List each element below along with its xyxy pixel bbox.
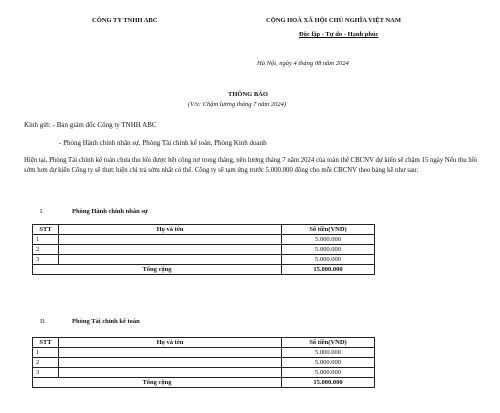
cell-amount: 5.000.000 bbox=[282, 245, 375, 255]
cell-stt: 3 bbox=[33, 255, 59, 265]
table-total-row bbox=[33, 265, 375, 275]
section-1-numeral: I. bbox=[40, 208, 44, 215]
total-label: Tổng cộng bbox=[33, 378, 282, 388]
total-value: 15.000.000 bbox=[282, 265, 375, 275]
cell-amount: 5.000.000 bbox=[282, 348, 375, 358]
table-row bbox=[33, 235, 375, 245]
table-total-row bbox=[33, 378, 375, 388]
header-stt: STT bbox=[33, 338, 59, 348]
recipient-line-1: Kính gửi: - Ban giám đốc Công ty TNHH ABC bbox=[24, 121, 157, 129]
header-name: Họ và tên bbox=[59, 225, 282, 235]
total-value: 15.000.000 bbox=[282, 378, 375, 388]
cell-amount: 5.000.000 bbox=[282, 255, 375, 265]
national-motto: Độc lập - Tự do - Hạnh phúc bbox=[299, 31, 379, 38]
cell-name bbox=[59, 235, 282, 245]
cell-name bbox=[59, 358, 282, 368]
table-row bbox=[33, 255, 375, 265]
section-2-table bbox=[32, 337, 375, 388]
table-row bbox=[33, 358, 375, 368]
header-amount: Số tiền(VND) bbox=[282, 225, 375, 235]
section-2-title: Phòng Tài chính kế toán bbox=[72, 318, 140, 325]
notice-subject: (V/v: Chậm lương tháng 7 năm 2024) bbox=[188, 101, 287, 108]
cell-stt: 2 bbox=[33, 245, 59, 255]
header-name: Họ và tên bbox=[59, 338, 282, 348]
recipient-line-2: - Phòng Hành chính nhân sự, Phòng Tài chính kế toán, Phòng Kinh doanh bbox=[59, 139, 267, 147]
cell-name bbox=[59, 368, 282, 378]
section-1-title: Phòng Hành chính nhân sự bbox=[72, 208, 148, 215]
cell-name bbox=[59, 245, 282, 255]
cell-stt: 2 bbox=[33, 358, 59, 368]
cell-stt: 1 bbox=[33, 348, 59, 358]
body-paragraph: Hiện tại, Phòng Tài chính kế toán chưa thu hồi được hết công nợ trong tháng, nên lương tháng 7 năm 2024 của toàn thể CBCNV dự kiến sẽ chậm 15 ngày Nếu thu hồi sớm hơn dự kiến Công ty sẽ thực hiện chi trả sớm nhất có thể. Công ty sẽ tạm ứng trước 5.000.000 đồng cho mỗi CBCNV theo bảng kê như sau: bbox=[24, 157, 478, 174]
table-row bbox=[33, 368, 375, 378]
table-row bbox=[33, 245, 375, 255]
section-2-numeral: II. bbox=[40, 318, 46, 325]
cell-amount: 5.000.000 bbox=[282, 368, 375, 378]
date-place: Hà Nội, ngày 4 tháng 08 năm 2024 bbox=[257, 60, 349, 67]
cell-stt: 1 bbox=[33, 235, 59, 245]
table-header-row bbox=[33, 225, 375, 235]
country-name: CỘNG HOÀ XÃ HỘI CHỦ NGHĨA VIỆT NAM bbox=[266, 17, 402, 24]
header-amount: Số tiền(VND) bbox=[282, 338, 375, 348]
table-row bbox=[33, 348, 375, 358]
cell-amount: 5.000.000 bbox=[282, 235, 375, 245]
cell-name bbox=[59, 348, 282, 358]
company-name: CÔNG TY TNHH ABC bbox=[92, 17, 158, 24]
cell-name bbox=[59, 255, 282, 265]
section-1-table bbox=[32, 224, 375, 275]
notice-title: THÔNG BÁO bbox=[228, 91, 268, 98]
cell-stt: 3 bbox=[33, 368, 59, 378]
total-label: Tổng cộng bbox=[33, 265, 282, 275]
header-stt: STT bbox=[33, 225, 59, 235]
table-header-row bbox=[33, 338, 375, 348]
cell-amount: 5.000.000 bbox=[282, 358, 375, 368]
